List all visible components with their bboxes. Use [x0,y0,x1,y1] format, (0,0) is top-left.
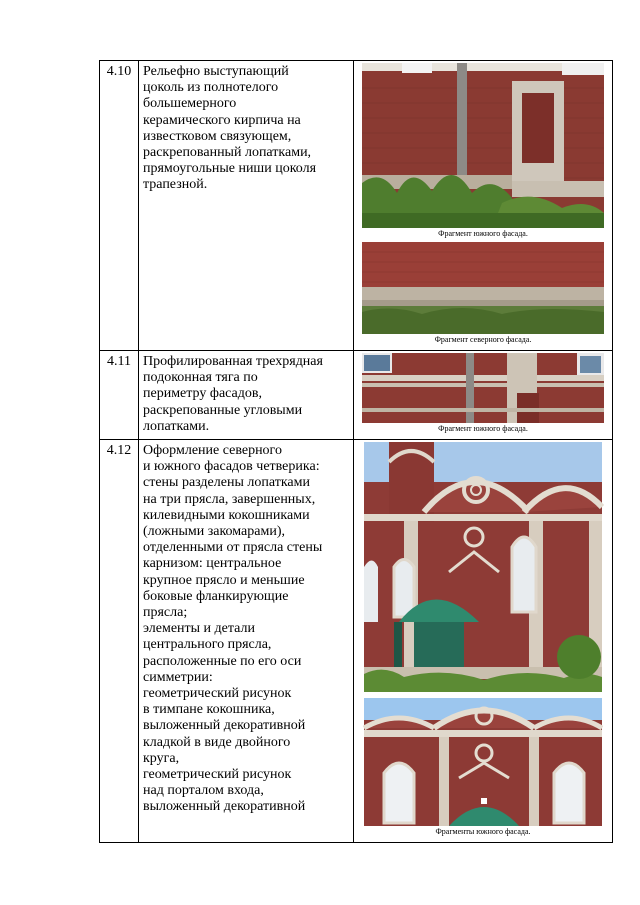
photo-caption: Фрагмент северного фасада. [434,335,532,344]
description-line: керамического кирпича на [143,112,301,128]
description-line: прясла; [143,605,188,621]
description-line: выложенный декоративной [143,718,306,734]
row-description [139,440,354,843]
kokoshnik-fragment-photo [362,698,604,826]
north-facade-photo [362,242,604,334]
description-line: боковые фланкирующие [143,588,289,604]
row-photos [354,351,613,440]
description-line: большемерного [143,96,237,112]
south-facade-full-photo [362,442,604,692]
description-line: на три прясла, завершенных, [143,491,316,507]
description-line: раскрепованные угловыми [143,402,303,418]
description-line: элементы и детали [143,621,255,637]
description-line: Оформление северного [143,443,282,458]
description-line: подоконная тяга по [143,370,258,386]
description-line: симметрии: [143,669,213,685]
row-description [139,351,354,440]
heritage-table [99,60,613,843]
row-number: 4.12 [100,440,139,843]
description-line: круга, [143,750,180,766]
description-line: в тимпане кокошника, [143,702,275,718]
photo-caption: Фрагмент южного фасада. [438,424,528,433]
description-line: выложенный декоративной [143,799,306,815]
row-photos [354,61,613,351]
description-line: Профилированная трехрядная [143,354,323,369]
description-line: над порталом входа, [143,783,264,799]
description-line: известковом связующем, [143,128,292,144]
row-number: 4.10 [100,61,139,351]
description-line: прямоугольные ниши цоколя [143,161,317,177]
row-number: 4.11 [100,351,139,440]
description-line: периметру фасадов, [143,386,262,402]
description-line: геометрический рисунок [143,767,292,783]
description-line: килевидными кокошниками [143,507,310,523]
description-line: (ложными закомарами), [143,524,285,540]
description-line: отделенными от прясла стены [143,540,323,556]
south-facade-photo [362,63,604,228]
description-line: Рельефно выступающий [143,64,289,79]
photo-caption: Фрагмент южного фасада. [438,229,528,238]
description-line: стены разделены лопатками [143,475,310,491]
table-row [100,351,613,440]
row-description [139,61,354,351]
description-line: центрального прясла, [143,637,272,653]
description-line: раскрепованный лопатками, [143,145,312,161]
description-line: лопатками. [143,418,210,434]
description-line: крупное прясло и меньшие [143,572,305,588]
south-facade-sill-photo [362,353,604,423]
row-photos [354,440,613,843]
description-line: расположенные по его оси [143,653,302,669]
description-line: кладкой в виде двойного [143,734,291,750]
table-row [100,61,613,351]
description-line: цоколь из полнотелого [143,80,279,96]
table-row [100,440,613,843]
description-line: трапезной. [143,177,208,193]
description-line: и южного фасадов четверика: [143,459,320,475]
photo-caption: Фрагменты южного фасада. [435,827,531,836]
description-line: геометрический рисунок [143,686,292,702]
description-line: карнизом: центральное [143,556,282,572]
